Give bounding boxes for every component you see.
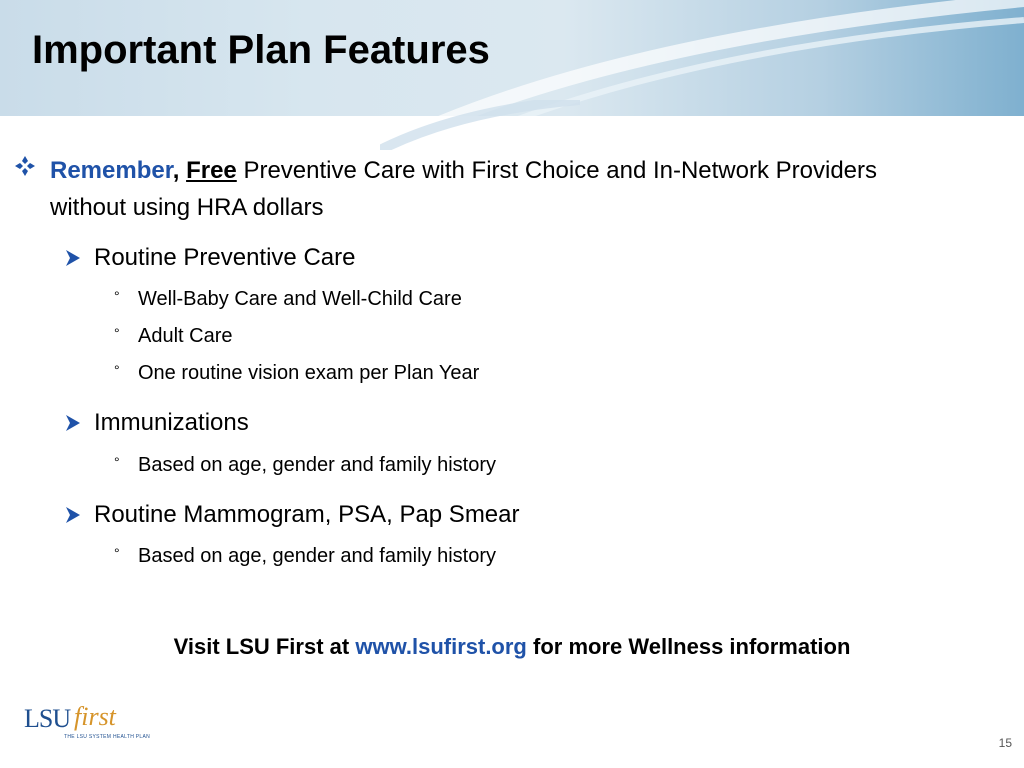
page-number: 15 bbox=[998, 736, 1012, 750]
arrow-bullet-icon bbox=[64, 413, 82, 433]
slide-title: Important Plan Features bbox=[32, 28, 490, 72]
title-banner bbox=[0, 0, 1024, 116]
circle-bullet-icon: ° bbox=[114, 362, 120, 378]
list-item-text: One routine vision exam per Plan Year bbox=[138, 362, 480, 384]
footer-prefix: Visit LSU First at bbox=[173, 634, 350, 659]
sub-item-label: Immunizations bbox=[94, 409, 249, 436]
arrow-bullet-icon bbox=[64, 505, 82, 525]
circle-bullet-icon: ° bbox=[114, 454, 120, 470]
list-item-text: Well-Baby Care and Well-Child Care bbox=[138, 288, 462, 310]
list-item-text: Based on age, gender and family history bbox=[138, 545, 496, 567]
list-item-text: Adult Care bbox=[138, 325, 233, 347]
lsu-first-logo bbox=[24, 700, 151, 744]
sub-item-label: Routine Mammogram, PSA, Pap Smear bbox=[94, 501, 520, 528]
circle-bullet-icon: ° bbox=[114, 288, 120, 304]
logo-tagline: THE LSU SYSTEM HEALTH PLAN bbox=[64, 734, 151, 740]
main-bullet-text bbox=[50, 152, 930, 226]
logo-text-first: first bbox=[74, 702, 116, 731]
lsufirst-link[interactable]: www.lsufirst.org bbox=[355, 634, 527, 659]
circle-bullet-icon: ° bbox=[114, 545, 120, 561]
arrow-bullet-icon bbox=[64, 248, 82, 268]
diamond-bullet-icon bbox=[14, 155, 36, 177]
circle-bullet-icon: ° bbox=[114, 325, 120, 341]
wellness-footer bbox=[0, 634, 1024, 660]
sub-item-label: Routine Preventive Care bbox=[94, 244, 356, 271]
comma: , bbox=[172, 157, 180, 184]
free-label: Free bbox=[186, 157, 237, 184]
bullet-rest-text: Preventive Care with First Choice and In-Network Providers without using HRA dollars bbox=[50, 157, 878, 221]
remember-label: Remember bbox=[50, 157, 173, 184]
list-item-text: Based on age, gender and family history bbox=[138, 454, 496, 476]
footer-suffix: for more Wellness information bbox=[533, 634, 851, 659]
logo-text-lsu: LSU bbox=[24, 704, 71, 733]
swoosh-tail bbox=[380, 100, 580, 150]
